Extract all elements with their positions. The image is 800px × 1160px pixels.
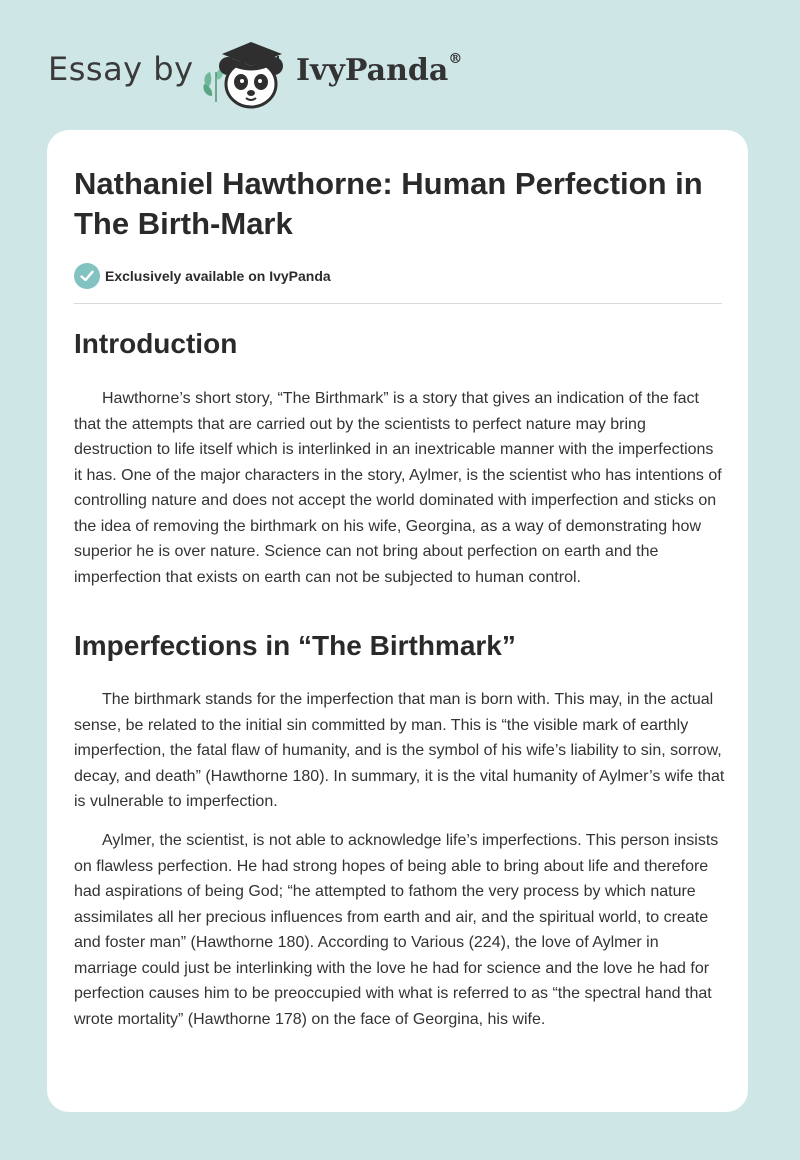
paragraph: The birthmark stands for the imperfection that man is born with. This may, in the actual sense, be related to the initial sin committed by man. This is “the visible mark of earthly imperfection, the fatal flaw of humanity, and is the symbol of his wife’s liability to sin, sorrow, decay, and death” (Hawthorne 180). In summary, it is the vital humanity of Aylmer’s wife that is vulnerable to imperfection.	[74, 691, 725, 810]
paragraph: Hawthorne’s short story, “The Birthmark” is a story that gives an indication of the fact that the attempts that are carried out by the scientists to perfect nature may bring destruction to life itself which is interlinked in an inextricable manner with the imperfections it has. One of the major characters in the story, Aylmer, is the scientist who has intentions of controlling nature and does not accept the world dominated with imperfection and sticks on the idea of removing the birthmark on his wife, Georgina, as a way of demonstrating how superior he is over nature. Science can not bring about perfection on earth and the imperfection that exists on earth can not be subjected to human control.	[74, 390, 722, 586]
site-header	[0, 0, 800, 130]
section-heading-imperfections: Imperfections in “The Birthmark”	[74, 630, 516, 661]
article-title: Nathaniel Hawthorne: Human Perfection in The Birth-Mark	[74, 166, 703, 241]
check-circle-icon	[74, 263, 100, 289]
ivypanda-logo-icon[interactable]	[198, 36, 294, 110]
exclusive-badge-label: Exclusively available on IvyPanda	[105, 268, 331, 284]
brand-name[interactable]: IvyPanda®	[296, 51, 463, 88]
paragraph: Aylmer, the scientist, is not able to acknowledge life’s imperfections. This person insists on flawless perfection. He had strong hopes of being able to bring about life and therefore had aspirations of being God; “he attempted to fathom the very process by which nature assimilates all her precious influences from earth and air, and the spiritual world, to create and foster man” (Hawthorne 180). According to Various (224), the love of Aylmer in marriage could just be interlinking with the love he had for science and the love he had for perfection causes him to be preoccupied with what is referred to as “the spectral hand that wrote mortality” (Hawthorne 178) on the face of Georgina, his wife.	[74, 832, 719, 1028]
section-heading-introduction: Introduction	[74, 328, 238, 359]
divider	[74, 303, 722, 304]
essay-by-text: Essay by	[48, 50, 194, 88]
article-card	[47, 130, 748, 1112]
registered-mark: ®	[448, 51, 463, 67]
